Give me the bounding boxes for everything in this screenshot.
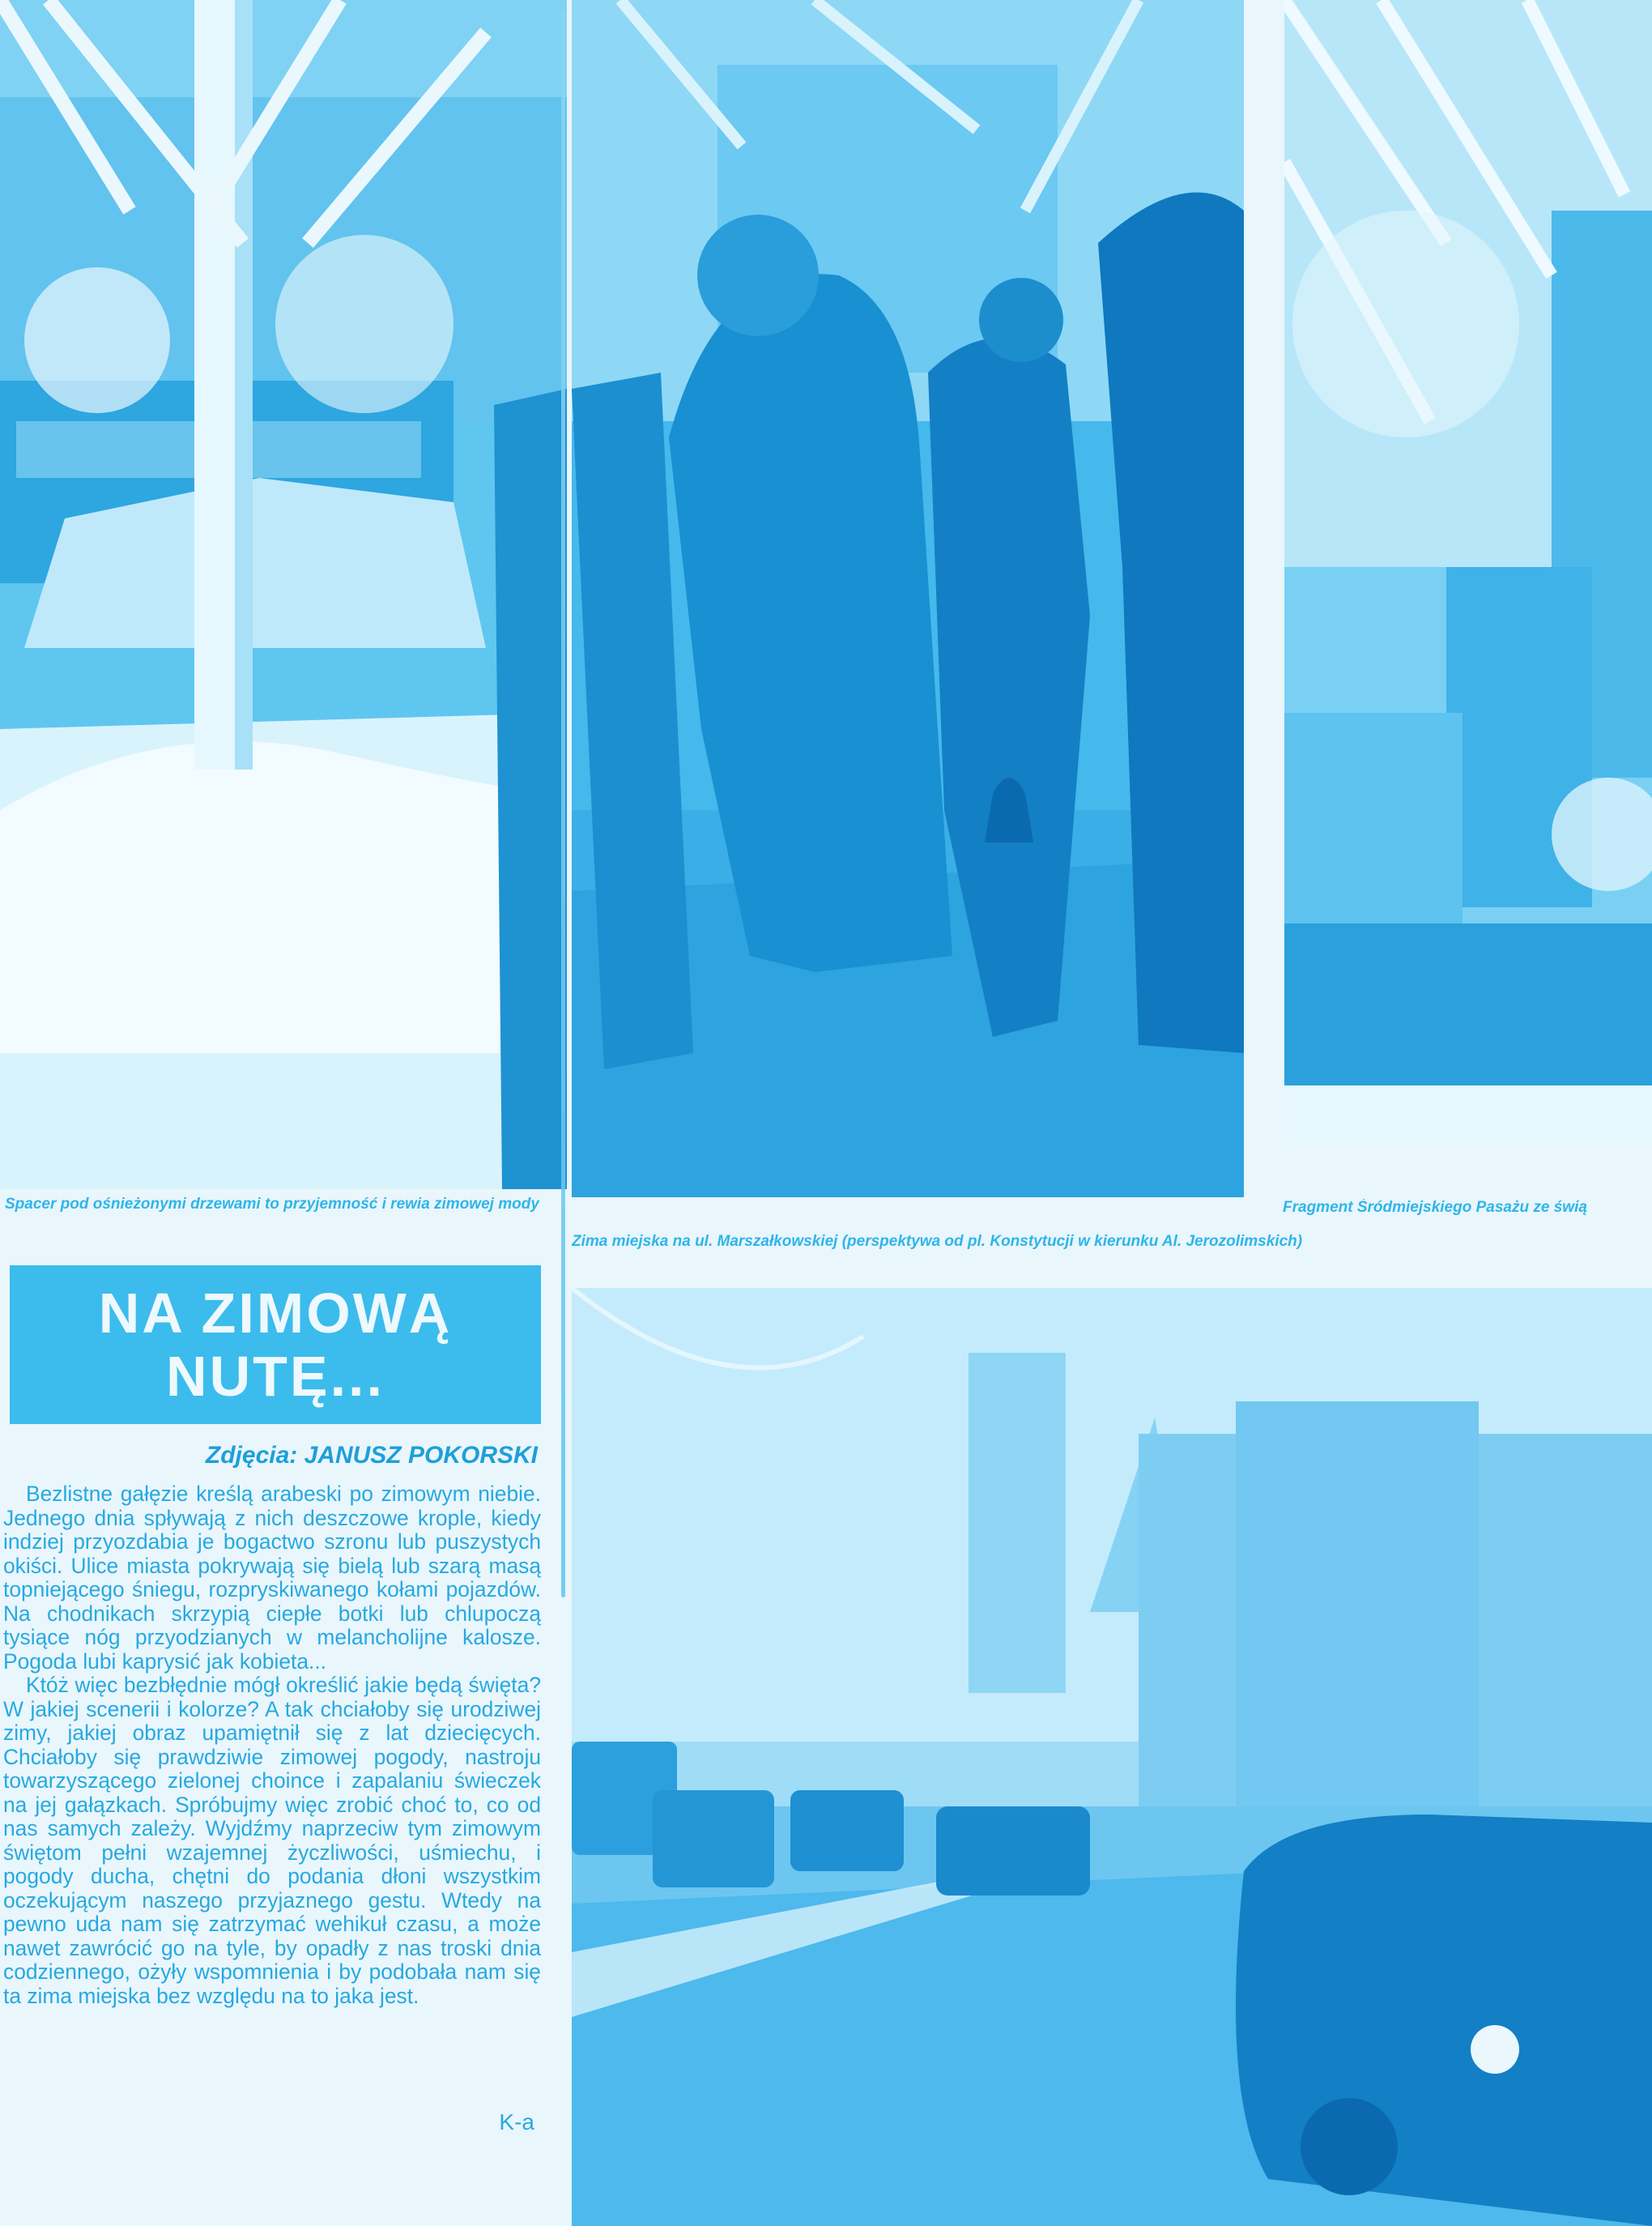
article-paragraph-2: Któż więc bezbłędnie mógł określić jakie będą święta? W jakiej scenerii i kolorze? A tak chciałoby się urodziwej zimy, jakiej obraz upamiętnił się z lat dziecięcych. Chciałoby się prawdziwie zimowej pogody, nastroju towarzyszącego zielonej choince i zapalaniu świeczek na jej gałązkach. Spróbujmy więc zrobić choć to, co od nas samych zależy. Wyjdźmy naprzeciw tym zimowym świętom pełni wzajemnej życzliwości, uśmiechu, i pogody ducha, chętni do podania dłoni wszystkim oczekującym naszego przyjaznego gestu. Wtedy na pewno uda nam się zatrzymać wehikuł czasu, a może nawet zawrócić go na tyle, by opadły z nas troski dnia codziennego, ożyły wspomnienia i by podobała nam się ta zima miejska bez względu na to jaka jest. — [3, 1673, 541, 2008]
photo-pedestrians-center — [572, 0, 1244, 1197]
article-paragraph-1: Bezlistne gałęzie kreślą arabeski po zimowym niebie. Jednego dnia spływają z nich deszczowe krople, kiedy indziej przyozdabia je bogactwo szronu lub puszystych okiści. Ulice miasta pokrywają się bielą lub szarą masą topniejącego śniegu, rozpryskiwanego kołami pojazdów. Na chodnikach skrzypią ciepłe botki lub chlupoczą tysiące nóg przyodzianych w melancholijne kalosze. Pogoda lubi kaprysić jak kobieta... — [3, 1482, 541, 1674]
article-signature: K-a — [499, 2109, 534, 2134]
photo-pedestrians-center-image — [572, 0, 1244, 1197]
page-fold-line — [561, 10, 565, 1597]
article-title-box — [10, 1265, 541, 1424]
photo-traffic-bottom-image — [572, 1288, 1652, 2226]
caption-center-photo: Zima miejska na ul. Marszałkowskiej (perspektywa od pl. Konstytucji w kierunku Al. Jerozolimskich) — [572, 1233, 1303, 1250]
article-title-line-2: NUTĘ... — [166, 1345, 385, 1408]
article-title-line-1: NA ZIMOWĄ — [98, 1281, 453, 1345]
caption-right-photo: Fragment Śródmiejskiego Pasażu ze świą — [1283, 1199, 1587, 1216]
article-body — [3, 1482, 541, 2008]
photo-passage-right-image — [1284, 0, 1652, 1146]
photo-passage-right — [1284, 0, 1652, 1146]
photo-credit: Zdjęcia: JANUSZ POKORSKI — [205, 1442, 538, 1469]
photo-snowy-street-left-image — [0, 0, 567, 1189]
caption-left-photo: Spacer pod ośnieżonymi drzewami to przyjemność i rewia zimowej mody — [5, 1196, 539, 1213]
photo-snowy-street-left — [0, 0, 567, 1189]
photo-traffic-bottom — [572, 1288, 1652, 2226]
